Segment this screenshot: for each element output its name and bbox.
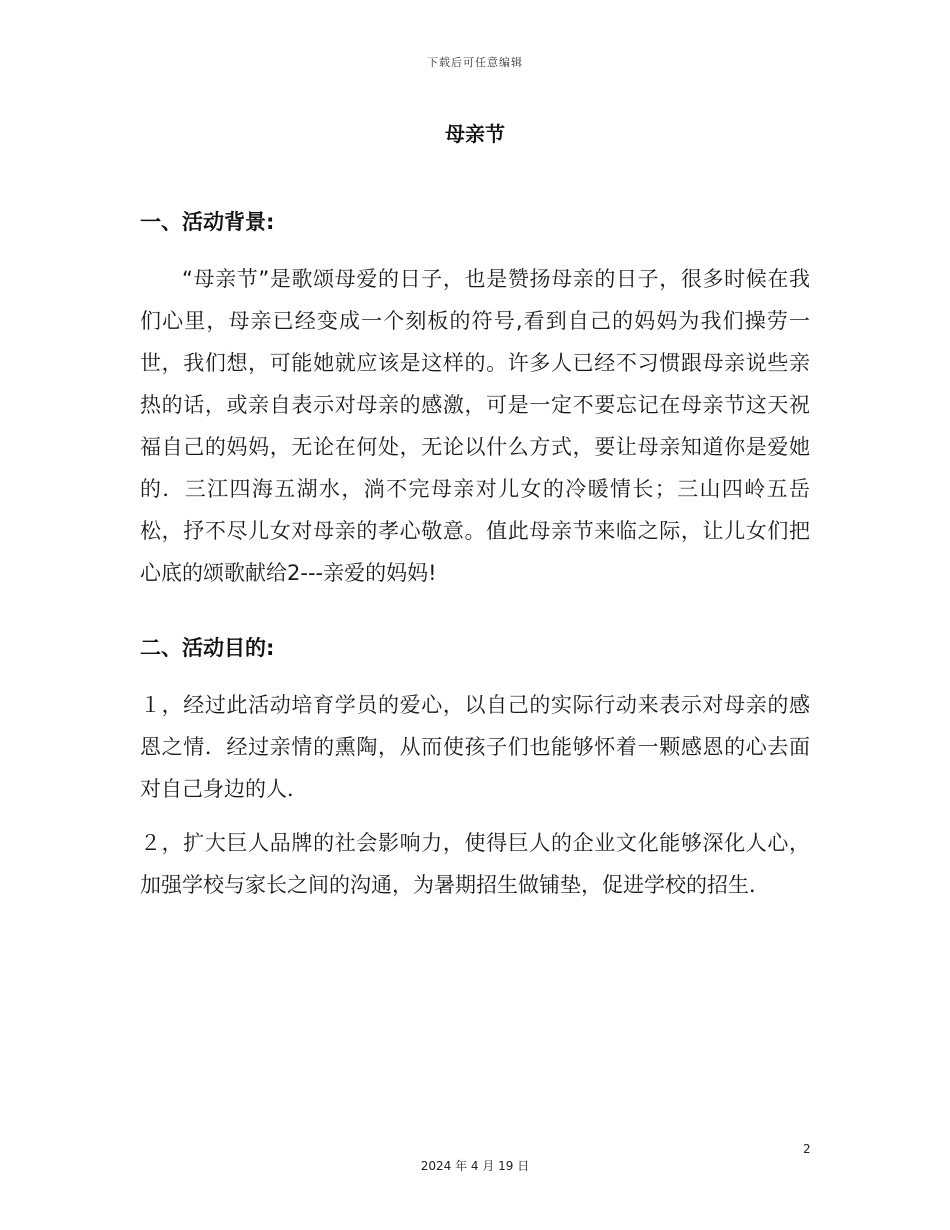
purpose-item-1: １，经过此活动培育学员的爱心，以自己的实际行动来表示对母亲的感恩之情．经过亲情的熏陶，从而使孩子们也能够怀着一颗感恩的心去面对自己身边的人． [140,693,810,801]
purpose-item-2: ２，扩大巨人品牌的社会影响力，使得巨人的企业文化能够深化人心，加强学校与家长之间的沟通，为暑期招生做铺垫，促进学校的招生． [140,831,810,897]
page-number: 2 [803,1142,811,1156]
footer-date: 2024 年 4 月 19 日 [420,1159,530,1173]
header-note: 下载后可任意编辑 [427,56,523,69]
purpose-section [140,628,810,906]
document-body [140,202,810,918]
background-section [140,202,810,594]
background-paragraph: “母亲节”是歌颂母爱的日子，也是赞扬母亲的日子，很多时候在我们心里，母亲已经变成一个刻板的符号,看到自己的妈妈为我们操劳一世，我们想，可能她就应该是这样的。许多人已经不习惯跟母亲说些亲热的话，或亲自表示对母亲的感激，可是一定不要忘记在母亲节这天祝福自己的妈妈，无论在何处，无论以什么方式，要让母亲知道你是爱她的．三江四海五湖水，淌不完母亲对儿女的冷暖情长；三山四岭五岳松，抒不尽儿女对母亲的孝心敬意。值此母亲节来临之际，让儿女们把心底的颂歌献给2---亲爱的妈妈! [140,267,810,585]
background-heading: 一、活动背景: [140,210,275,234]
document-title: 母亲节 [445,122,505,146]
purpose-heading: 二、活动目的: [140,636,275,660]
